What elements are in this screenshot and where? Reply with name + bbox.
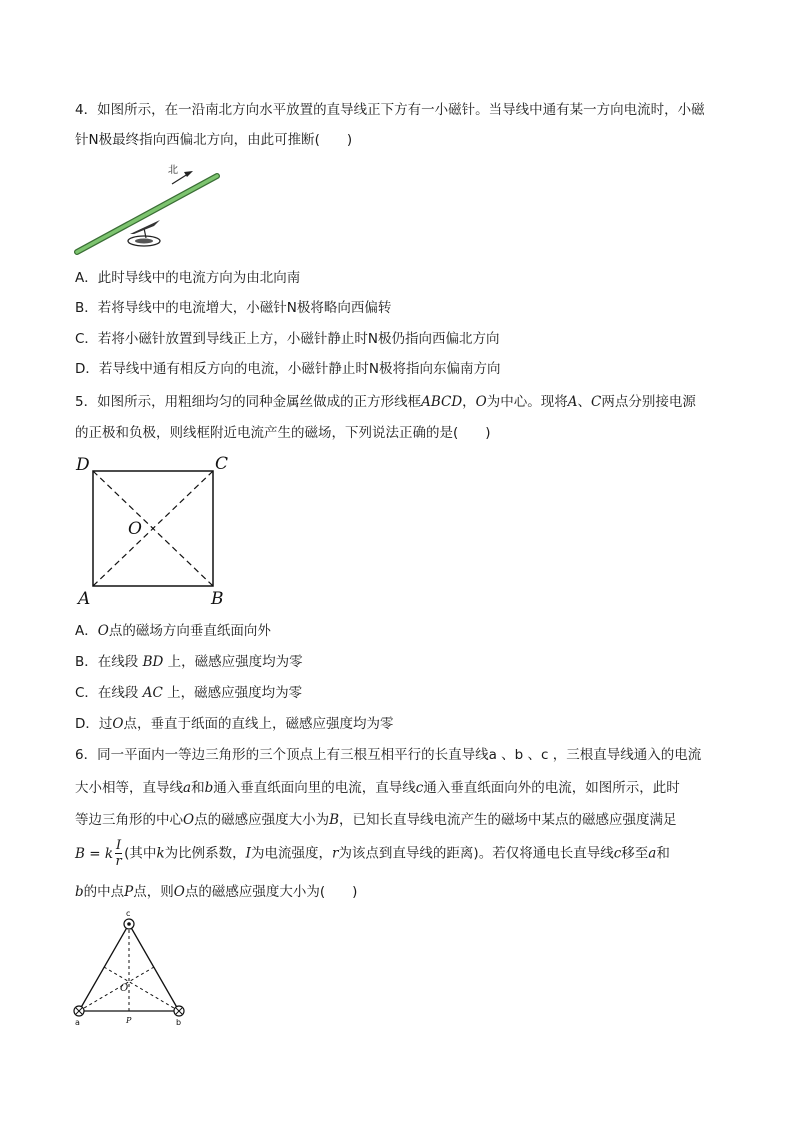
label-O: O <box>120 983 129 994</box>
q6-line5: b的中点P点，则O点的磁感应强度大小为( ) <box>75 884 358 900</box>
q5-square-figure <box>72 450 242 609</box>
label-P: P <box>126 1016 132 1025</box>
north-label: 北 <box>168 165 178 176</box>
q6-line1: 6．同一平面内一等边三角形的三个顶点上有三根互相平行的长直导线a 、b 、c ，三根直导线通入的电流 <box>75 747 702 763</box>
q4-stem-line1: 4．如图所示，在一沿南北方向水平放置的直导线正下方有一小磁针。当导线中通有某一方向电流时，小磁 <box>75 102 705 118</box>
q6-line3: 等边三角形的中心O点的磁感应强度大小为B，已知长直导线电流产生的磁场中某点的磁感应强度满足 <box>75 812 677 828</box>
q5-stem-line1: 5．如图所示，用粗细均匀的同种金属丝做成的正方形线框ABCD，O为中心。现将A、C两点分别接电源 <box>75 394 696 410</box>
q6-triangle-figure <box>70 910 200 1035</box>
label-A: A <box>78 589 91 609</box>
label-B: B <box>211 589 224 609</box>
label-C: C <box>215 454 229 474</box>
label-D: D <box>76 455 90 475</box>
label-c: c <box>126 909 131 918</box>
q4-figure <box>72 160 232 260</box>
q5-option-c: C．在线段 AC 上，磁感应强度均为零 <box>75 685 303 701</box>
q4-stem-line2: 针N极最终指向西偏北方向，由此可推断( ) <box>75 132 353 148</box>
q5-option-b: B．在线段 BD 上，磁感应强度均为零 <box>75 654 303 670</box>
q4-option-c: C．若将小磁针放置到导线正上方，小磁针静止时N极仍指向西偏北方向 <box>75 331 500 347</box>
formula-fraction: $\frac{I}{r}$ <box>115 838 122 869</box>
label-b: b <box>176 1018 182 1027</box>
label-a: a <box>75 1018 80 1027</box>
q4-option-a: A．此时导线中的电流方向为由北向南 <box>75 270 301 286</box>
q5-option-a: A．O点的磁场方向垂直纸面向外 <box>75 623 271 639</box>
formula-lhs: B <box>75 845 85 862</box>
label-O: O <box>128 519 142 539</box>
q6-line2: 大小相等，直导线a和b通入垂直纸面向里的电流，直导线c通入垂直纸面向外的电流，如图所示，此时 <box>75 780 680 796</box>
q6-line4: B = k $\frac{I}{r}$ (其中k为比例系数，I为电流强度，r为该点到直导线的距离)。若仅将通电长直导线c移至a和 <box>75 838 670 869</box>
q4-option-b: B．若将导线中的电流增大，小磁针N极将略向西偏转 <box>75 300 392 316</box>
q5-stem-line2: 的正极和负极，则线框附近电流产生的磁场，下列说法正确的是( ) <box>75 425 491 441</box>
q4-option-d: D．若导线中通有相反方向的电流，小磁针静止时N极将指向东偏南方向 <box>75 361 501 377</box>
q5-option-d: D．过O点，垂直于纸面的直线上，磁感应强度均为零 <box>75 716 394 732</box>
